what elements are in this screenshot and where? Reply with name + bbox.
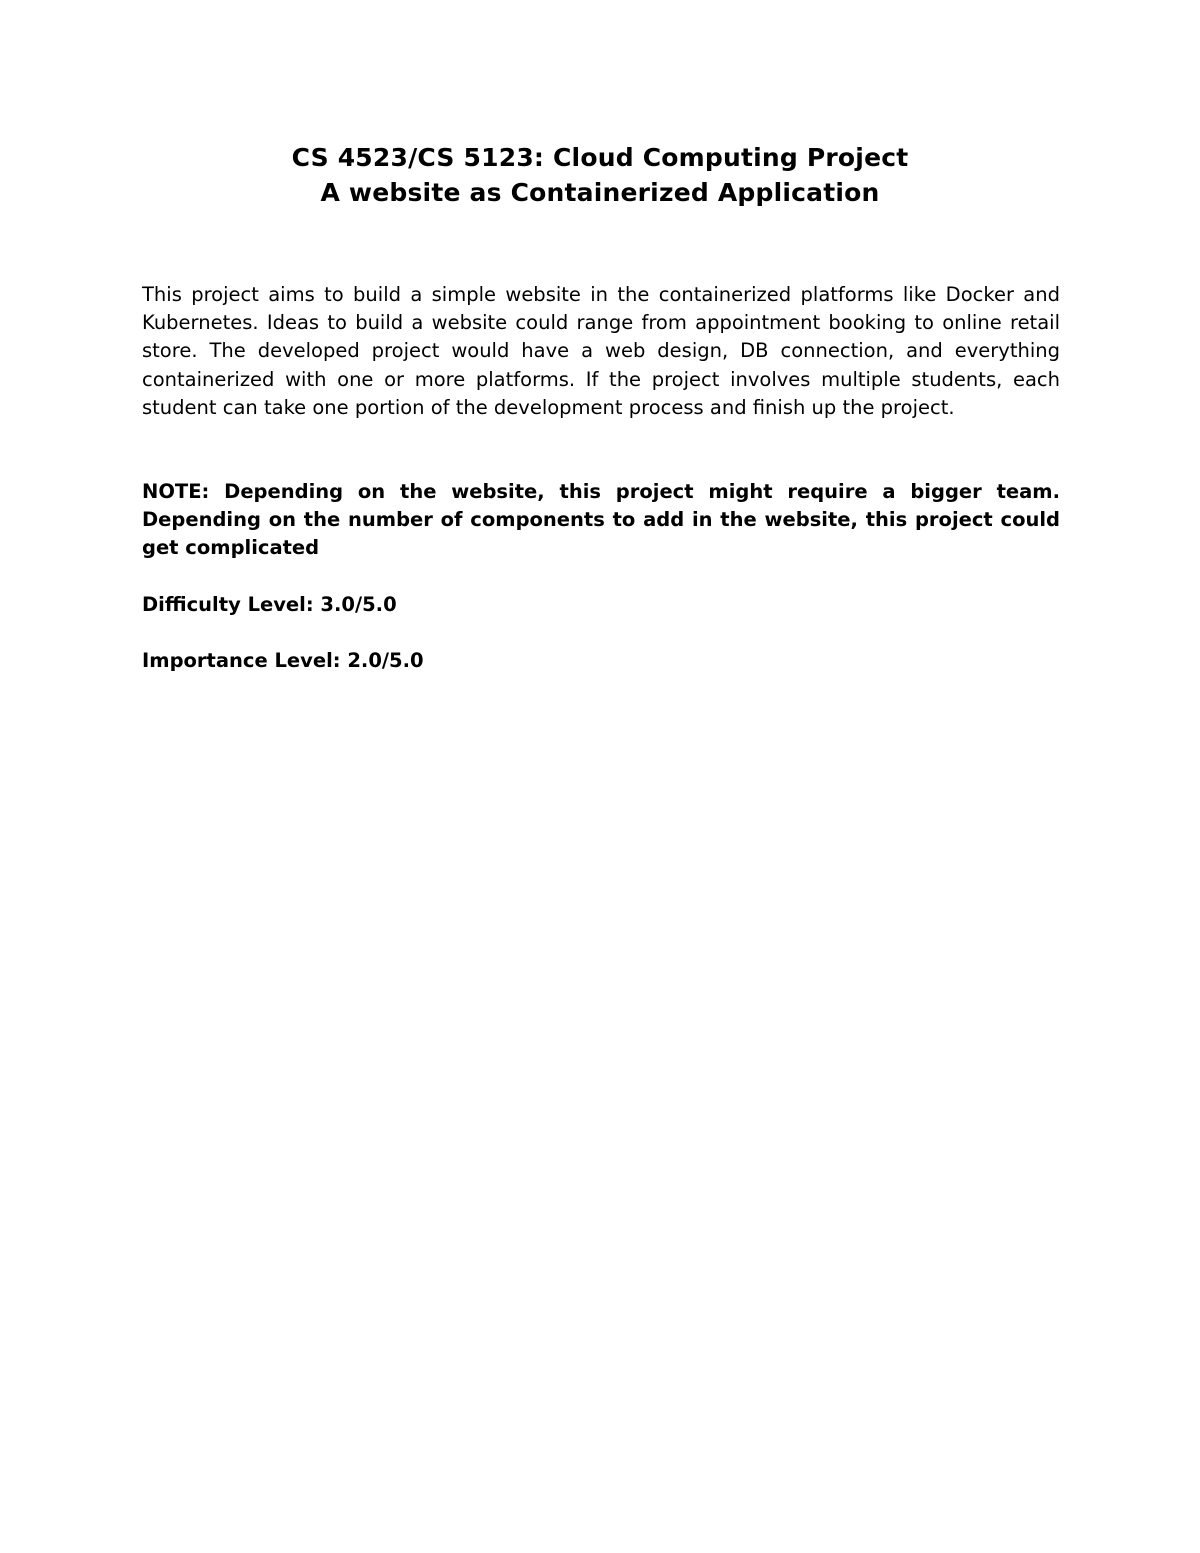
importance-level: Importance Level: 2.0/5.0 [142,648,424,672]
document-title [0,140,1200,210]
difficulty-level: Difficulty Level: 3.0/5.0 [142,592,397,616]
project-note: NOTE: Depending on the website, this project might require a bigger team. Depending on the number of components to add in the website, this project could get complicated [142,480,1060,560]
title-line-project: A website as Containerized Application [320,178,880,207]
document-body [142,281,1060,675]
title-line-course: CS 4523/CS 5123: Cloud Computing Project [291,143,909,172]
project-description: This project aims to build a simple website in the containerized platforms like Docker and Kubernetes. Ideas to build a website could range from appointment booking to online retail store. The developed project would have a web design, DB connection, and everything containerized with one or more platforms. If the project involves multiple students, each student can take one portion of the development process and finish up the project. [142,283,1060,419]
